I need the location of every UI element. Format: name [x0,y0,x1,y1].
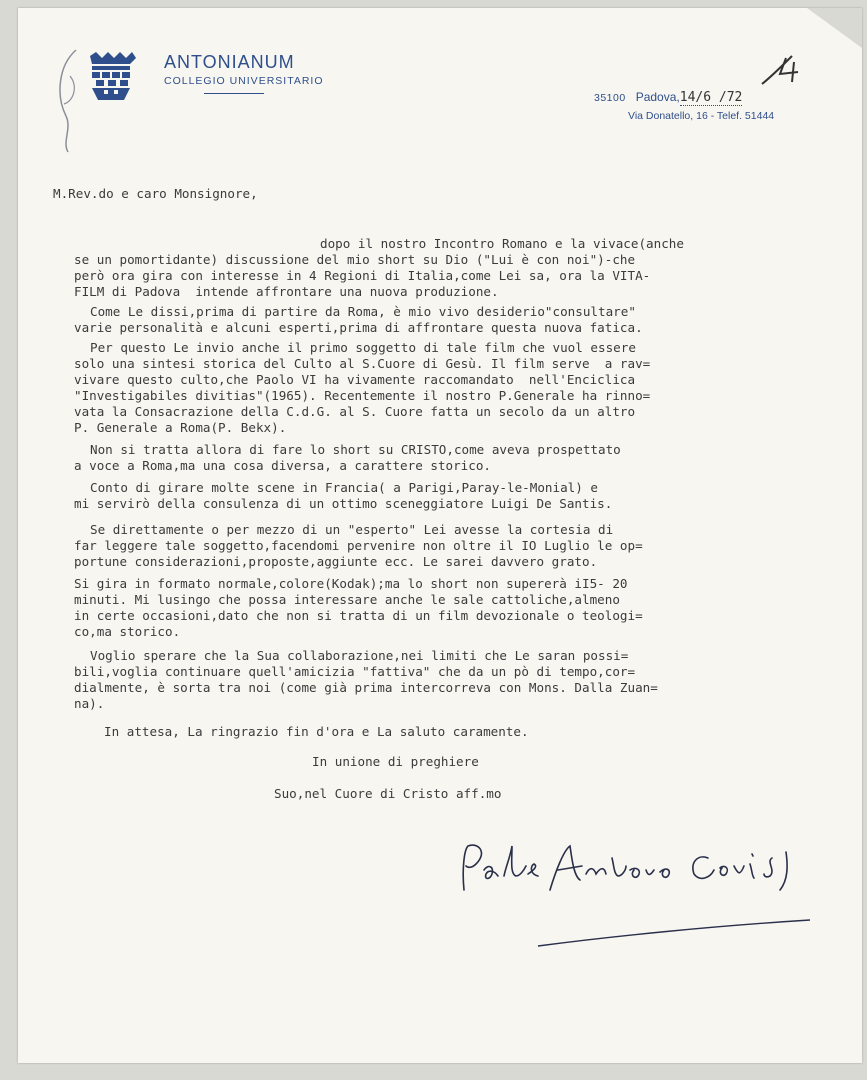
institution-subtitle: COLLEGIO UNIVERSITARIO [164,75,324,87]
closing-line: In unione di preghiere [312,754,479,769]
body-line: in certe occasioni,dato che non si tratta di un film devozionale o teologi= [74,608,643,623]
letter-date: 14/6 /72 [679,90,743,105]
body-line: P. Generale a Roma(P. Bekx). [74,420,287,435]
body-line: però ora gira con interesse in 4 Regioni di Italia,come Lei sa, ora la VITA- [74,268,651,283]
body-line: bili,voglia continuare quell'amicizia "fattiva" che da un pò di tempo,cor= [74,664,636,679]
crest-icon [82,50,140,102]
body-line: vivare questo culto,che Paolo VI ha vivamente raccomandato nell'Enciclica [74,372,636,387]
signature-underline [534,916,814,948]
body-line: "Investigabiles divitias"(1965). Recentemente il nostro P.Generale ha rinno= [74,388,651,403]
handwritten-signature [454,840,804,900]
body-line: solo una sintesi storica del Culto al S.Cuore di Gesù. Il film serve a rav= [74,356,651,371]
body-line: dopo il nostro Incontro Romano e la vivace(anche [320,236,684,251]
body-line: Se direttamente o per mezzo di un "esperto" Lei avesse la cortesia di [90,522,614,537]
folded-corner [807,8,862,48]
closing-line: Suo,nel Cuore di Cristo aff.mo [274,786,502,801]
letterhead-brand [164,52,324,94]
street-address: Via Donatello, 16 - Telef. 51444 [628,110,775,122]
body-line: Voglio sperare che la Sua collaborazione,nei limiti che Le saran possi= [90,648,629,663]
institution-name: ANTONIANUM [164,52,295,72]
letter-page [18,8,862,1063]
body-line: mi servirò della consulenza di un ottimo sceneggiatore Luigi De Santis. [74,496,613,511]
handwritten-number [758,48,808,88]
body-line: co,ma storico. [74,624,181,639]
letterhead-address [594,90,774,122]
body-line: a voce a Roma,ma una cosa diversa, a carattere storico. [74,458,492,473]
body-line: se un pomortidante) discussione del mio short su Dio ("Lui è con noi")-che [74,252,636,267]
body-line: dialmente, è sorta tra noi (come già prima intercorreva con Mons. Dalla Zuan= [74,680,658,695]
city: Padova, [635,90,680,104]
body-line: varie personalità e alcuni esperti,prima di affrontare questa nuova fatica. [74,320,643,335]
body-line: minuti. Mi lusingo che possa interessare anche le sale cattoliche,almeno [74,592,620,607]
body-line: Non si tratta allora di fare lo short su CRISTO,come aveva prospettato [90,442,621,457]
body-line: Conto di girare molte scene in Francia( a Parigi,Paray-le-Monial) e [90,480,598,495]
body-line: Si gira in formato normale,colore(Kodak);ma lo short non supererà iI5- 20 [74,576,628,591]
letterhead-rule [204,93,264,94]
body-line: far leggere tale soggetto,facendomi pervenire non oltre il IO Luglio le op= [74,538,643,553]
body-line: na). [74,696,105,711]
body-line: FILM di Padova intende affrontare una nuova produzione. [74,284,499,299]
body-line: Per questo Le invio anche il primo soggetto di tale film che vuol essere [90,340,636,355]
closing-line: In attesa, La ringrazio fin d'ora e La saluto caramente. [104,724,529,739]
body-line: vata la Consacrazione della C.d.G. al S. Cuore fatta un secolo da un altro [74,404,636,419]
body-line: portune considerazioni,proposte,aggiunte ecc. Le sarei davvero grato. [74,554,598,569]
postal-code: 35100 [594,92,626,104]
body-line: Come Le dissi,prima di partire da Roma, è mio vivo desiderio"consultare" [90,304,636,319]
salutation: M.Rev.do e caro Monsignore, [53,186,258,201]
